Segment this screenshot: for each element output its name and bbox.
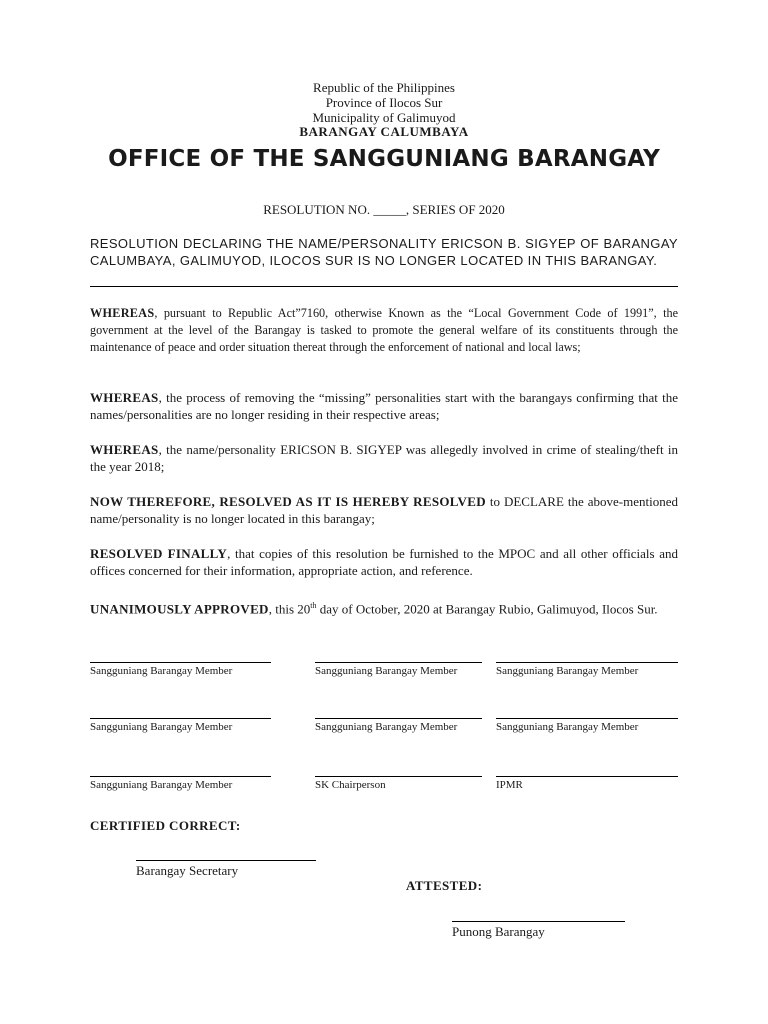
resolved-finally-lead: RESOLVED FINALLY bbox=[90, 546, 228, 561]
signature-line bbox=[496, 718, 678, 719]
signature-block bbox=[90, 776, 271, 792]
signature-caption: Sangguniang Barangay Member bbox=[496, 665, 639, 677]
signature-line bbox=[315, 718, 482, 719]
signature-line bbox=[496, 662, 678, 663]
punong-barangay-caption: Punong Barangay bbox=[452, 924, 545, 939]
resolution-title: RESOLUTION DECLARING THE NAME/PERSONALITY ERICSON B. SIGYEP OF BARANGAY CALUMBAYA, GALIMUYOD, ILOCOS SUR IS NO LONGER LOCATED IN THIS BARANGAY. bbox=[90, 236, 678, 268]
whereas-lead: WHEREAS bbox=[90, 442, 159, 457]
signature-block bbox=[315, 718, 482, 734]
signature-caption: Sangguniang Barangay Member bbox=[315, 665, 458, 677]
signature-line bbox=[315, 776, 482, 777]
now-therefore-text: to DECLARE the above-mentioned name/personality is no longer located in this barangay; bbox=[90, 494, 678, 526]
signature-line bbox=[90, 662, 271, 663]
whereas-text: , the process of removing the “missing” personalities start with the barangays confirming that the names/personalities are no longer residing in their respective areas; bbox=[90, 390, 678, 422]
unanimously-approved-paragraph bbox=[90, 597, 678, 617]
signature-caption: Sangguniang Barangay Member bbox=[90, 665, 233, 677]
signature-line bbox=[452, 921, 625, 922]
secretary-signature-block bbox=[136, 860, 316, 878]
signature-line bbox=[496, 776, 678, 777]
whereas-lead: WHEREAS bbox=[90, 306, 155, 320]
signature-caption: Sangguniang Barangay Member bbox=[315, 721, 458, 733]
signature-block bbox=[496, 776, 678, 792]
signature-block bbox=[315, 662, 482, 678]
approved-lead: UNANIMOUSLY APPROVED bbox=[90, 601, 269, 617]
attested-label: ATTESTED: bbox=[406, 878, 483, 893]
signature-caption: Sangguniang Barangay Member bbox=[496, 721, 639, 733]
signature-caption: SK Chairperson bbox=[315, 779, 386, 791]
approved-text: , this 20 bbox=[268, 601, 311, 617]
signature-line bbox=[136, 860, 316, 861]
resolution-number: RESOLUTION NO. _____, SERIES OF 2020 bbox=[263, 202, 505, 217]
header-barangay: BARANGAY CALUMBAYA bbox=[299, 124, 469, 139]
signature-line bbox=[315, 662, 482, 663]
signature-block bbox=[315, 776, 482, 792]
ordinal-suffix: th bbox=[310, 601, 317, 610]
title-underline bbox=[90, 286, 678, 287]
whereas-lead: WHEREAS bbox=[90, 390, 159, 405]
signature-block bbox=[496, 718, 678, 734]
office-title: OFFICE OF THE SANGGUNIANG BARANGAY bbox=[108, 146, 660, 172]
header-province: Province of Ilocos Sur bbox=[325, 95, 443, 110]
signature-caption: IPMR bbox=[496, 779, 523, 791]
now-therefore-paragraph bbox=[90, 493, 678, 527]
whereas-paragraph-2 bbox=[90, 389, 678, 423]
signature-block bbox=[496, 662, 678, 678]
whereas-text: , the name/personality ERICSON B. SIGYEP was allegedly involved in crime of stealing/theft in the year 2018; bbox=[90, 442, 678, 474]
signature-block bbox=[90, 718, 271, 734]
resolved-finally-text: , that copies of this resolution be furnished to the MPOC and all other officials and offices concerned for their information, appropriate action, and reference. bbox=[90, 546, 678, 578]
resolved-finally-paragraph bbox=[90, 545, 678, 579]
signature-caption: Sangguniang Barangay Member bbox=[90, 721, 233, 733]
signature-line bbox=[90, 776, 271, 777]
whereas-text: , pursuant to Republic Act”7160, otherwise Known as the “Local Government Code of 1991”, the government at the level of the Barangay is tasked to promote the general welfare of its constituents through the maintenance of peace and order situation thereat through the enforcement of national and local laws; bbox=[90, 306, 678, 354]
punong-barangay-signature-block bbox=[452, 921, 625, 939]
whereas-paragraph-1 bbox=[90, 305, 678, 356]
header-republic: Republic of the Philippines bbox=[313, 80, 455, 95]
signature-caption: Sangguniang Barangay Member bbox=[90, 779, 233, 791]
signature-line bbox=[90, 718, 271, 719]
certified-correct-label: CERTIFIED CORRECT: bbox=[90, 818, 241, 833]
now-therefore-lead: NOW THEREFORE, RESOLVED AS IT IS HEREBY RESOLVED bbox=[90, 494, 486, 509]
signature-block bbox=[90, 662, 271, 678]
approved-text-continued: day of October, 2020 at Barangay Rubio, Galimuyod, Ilocos Sur. bbox=[316, 601, 658, 617]
secretary-caption: Barangay Secretary bbox=[136, 863, 239, 878]
header-municipality: Municipality of Galimuyod bbox=[312, 110, 456, 125]
whereas-paragraph-3 bbox=[90, 441, 678, 475]
